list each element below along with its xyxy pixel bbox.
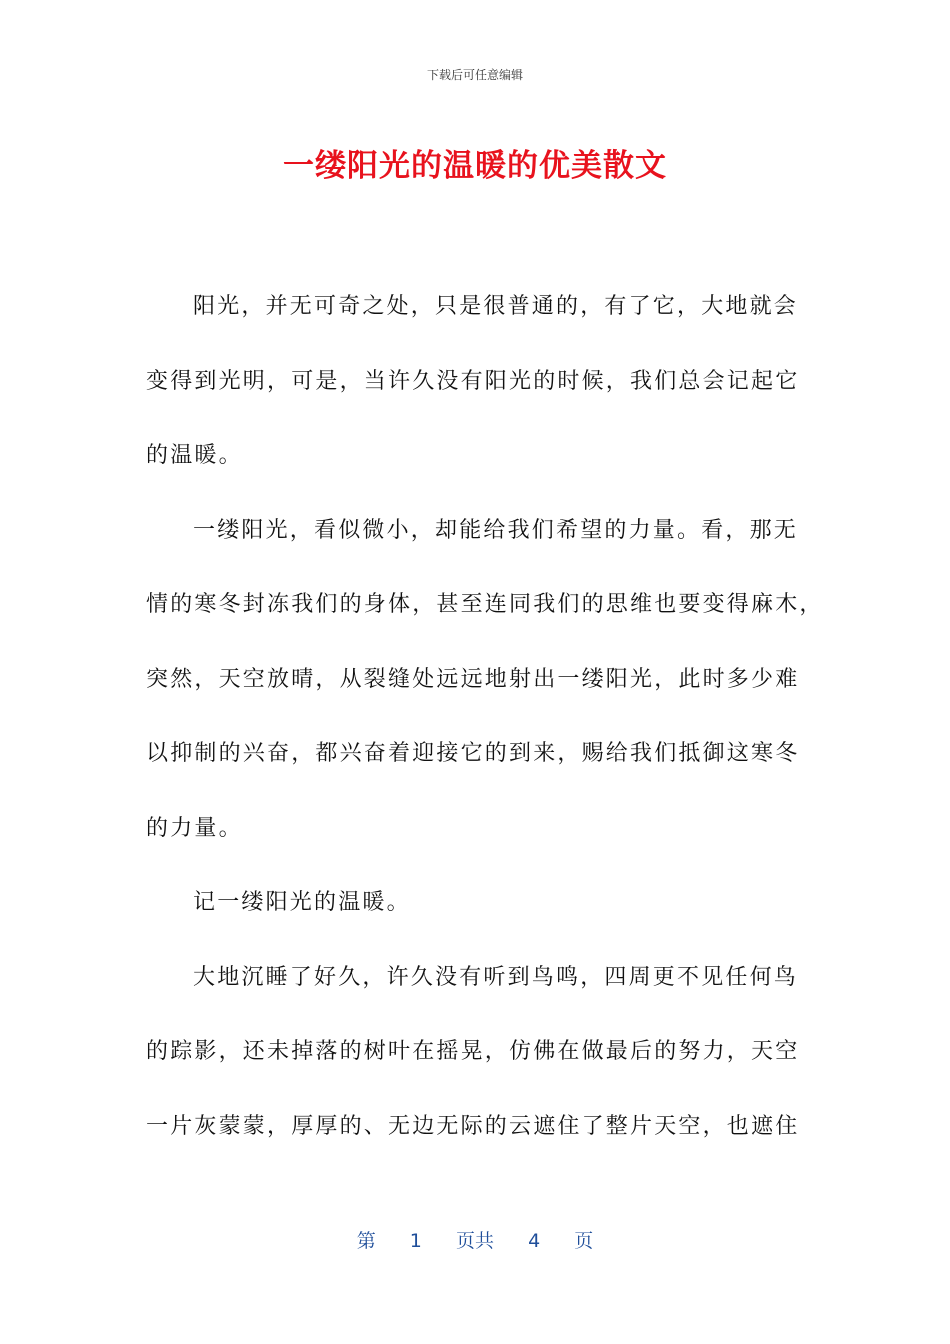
paragraph-line: 一片灰蒙蒙，厚厚的、无边无际的云遮住了整片天空，也遮住 <box>146 1113 800 1139</box>
paragraph-line: 以抑制的兴奋，都兴奋着迎接它的到来，赐给我们抵御这寒冬 <box>146 741 800 766</box>
footer-total-pages: 4 <box>528 1230 541 1252</box>
document-title: 一缕阳光的温暖的优美散文 <box>283 148 667 184</box>
footer-suffix: 页 <box>574 1230 594 1252</box>
paragraph-line: 情的寒冬封冻我们的身体，甚至连同我们的思维也要变得麻木， <box>146 592 824 617</box>
paragraph-line: 的力量。 <box>146 815 243 841</box>
header-note: 下载后可任意编辑 <box>426 68 523 82</box>
paragraph-line: 大地沉睡了好久，许久没有听到鸟鸣，四周更不见任何鸟 <box>193 964 799 990</box>
document-body <box>146 270 824 1164</box>
paragraph-line: 突然，天空放晴，从裂缝处远远地射出一缕阳光，此时多少难 <box>146 666 800 692</box>
footer-current-page: 1 <box>409 1230 422 1252</box>
paragraph-line: 一缕阳光，看似微小，却能给我们希望的力量。看，那无 <box>193 517 799 543</box>
page-footer <box>0 1226 950 1253</box>
paragraph-line: 的温暖。 <box>146 443 243 468</box>
paragraph-line: 变得到光明，可是，当许久没有阳光的时候，我们总会记起它 <box>146 368 800 394</box>
paragraph-line: 记一缕阳光的温暖。 <box>193 890 411 915</box>
footer-middle: 页共 <box>455 1230 494 1252</box>
paragraph-line: 的踪影，还未掉落的树叶在摇晃，仿佛在做最后的努力，天空 <box>146 1039 800 1064</box>
paragraph-line: 阳光，并无可奇之处，只是很普通的，有了它，大地就会 <box>193 294 799 319</box>
footer-prefix: 第 <box>356 1230 376 1252</box>
